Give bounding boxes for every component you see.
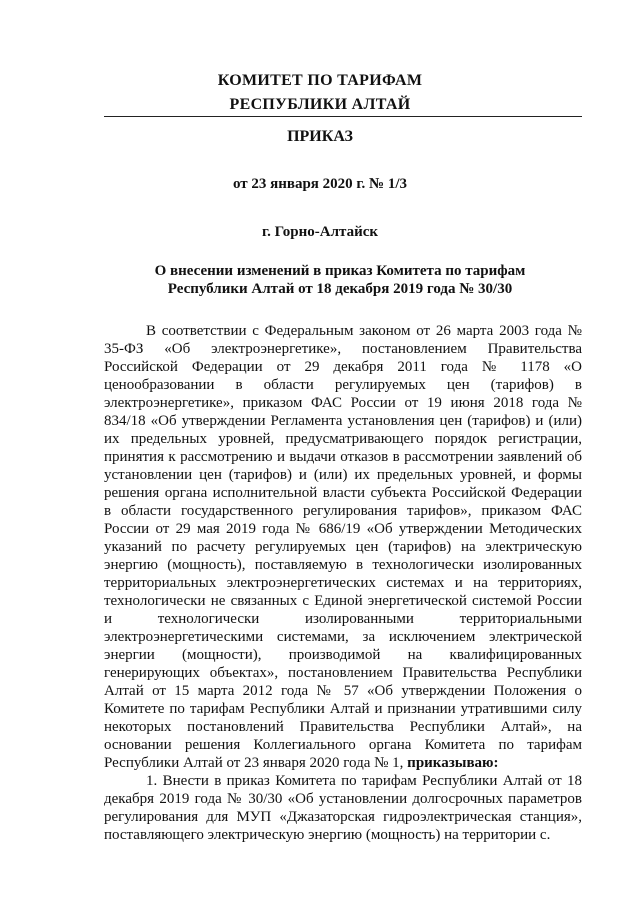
document-type: ПРИКАЗ xyxy=(287,128,353,145)
preamble-paragraph xyxy=(104,322,582,772)
document-city: г. Горно-Алтайск xyxy=(261,224,379,240)
document-date-number: от 23 января 2020 г. № 1/3 xyxy=(232,176,408,192)
document-subject-line2: Республики Алтай от 18 декабря 2019 года № 30/30 xyxy=(167,281,513,297)
header-divider xyxy=(104,116,582,117)
preamble-text: В соответствии с Федеральным законом от 26 марта 2003 года № 35-ФЗ «Об электроэнергетике», постановлением Правительства Российской Федерации от 29 декабря 2011 года № 1178 «О ценообразовании в области регулируемых цен (тарифов) в электроэнергетике», приказом ФАС России от 19 июня 2018 года № 834/18 «Об утверждении Регламента установления цен (тарифов) и (или) их предельных уровней, предусматривающего порядок регистрации, принятия к рассмотрению и выдачи отказов в рассмотрении заявлений об установлении цен (тарифов) и (или) их предельных уровней, и формы решения органа исполнительной власти субъекта Российской Федерации в области государственного регулирования тарифов», приказом ФАС России от 29 мая 2019 года № 686/19 «Об утверждении Методических указаний по расчету регулируемых цен (тарифов) на электрическую энергию (мощность), поставляемую в технологически изолированных территориальных электроэнергетических системах и на территориях, технологически не связанных с Единой энергетической системой России и технологически изолированными территориальными электроэнергетическими системами, за исключением электрической энергии (мощности), производимой на квалифицированных генерирующих объектах», постановлением Правительства Республики Алтай от 15 марта 2012 года № 57 «Об утверждении Положения о Комитете по тарифам Республики Алтай и признании утратившими силу некоторых постановлений Правительства Республики Алтай», на основании решения Коллегиального органа Комитета по тарифам Республики Алтай от 23 января 2020 года № 1, xyxy=(104,323,582,771)
organization-name-line2: РЕСПУБЛИКИ АЛТАЙ xyxy=(229,96,411,113)
document-subject-line1: О внесении изменений в приказ Комитета по тарифам xyxy=(154,263,526,279)
order-word: приказываю: xyxy=(407,755,499,771)
document-body xyxy=(104,322,582,844)
organization-name-line1: КОМИТЕТ ПО ТАРИФАМ xyxy=(217,72,423,89)
order-item-1: 1. Внести в приказ Комитета по тарифам Республики Алтай от 18 декабря 2019 года № 30/30 «Об установлении долгосрочных параметров регулирования для МУП «Джазаторская гидроэлектрическая станция», поставляющего электрическую энергию (мощность) на территории с. xyxy=(104,773,582,843)
document-subject xyxy=(100,262,580,298)
